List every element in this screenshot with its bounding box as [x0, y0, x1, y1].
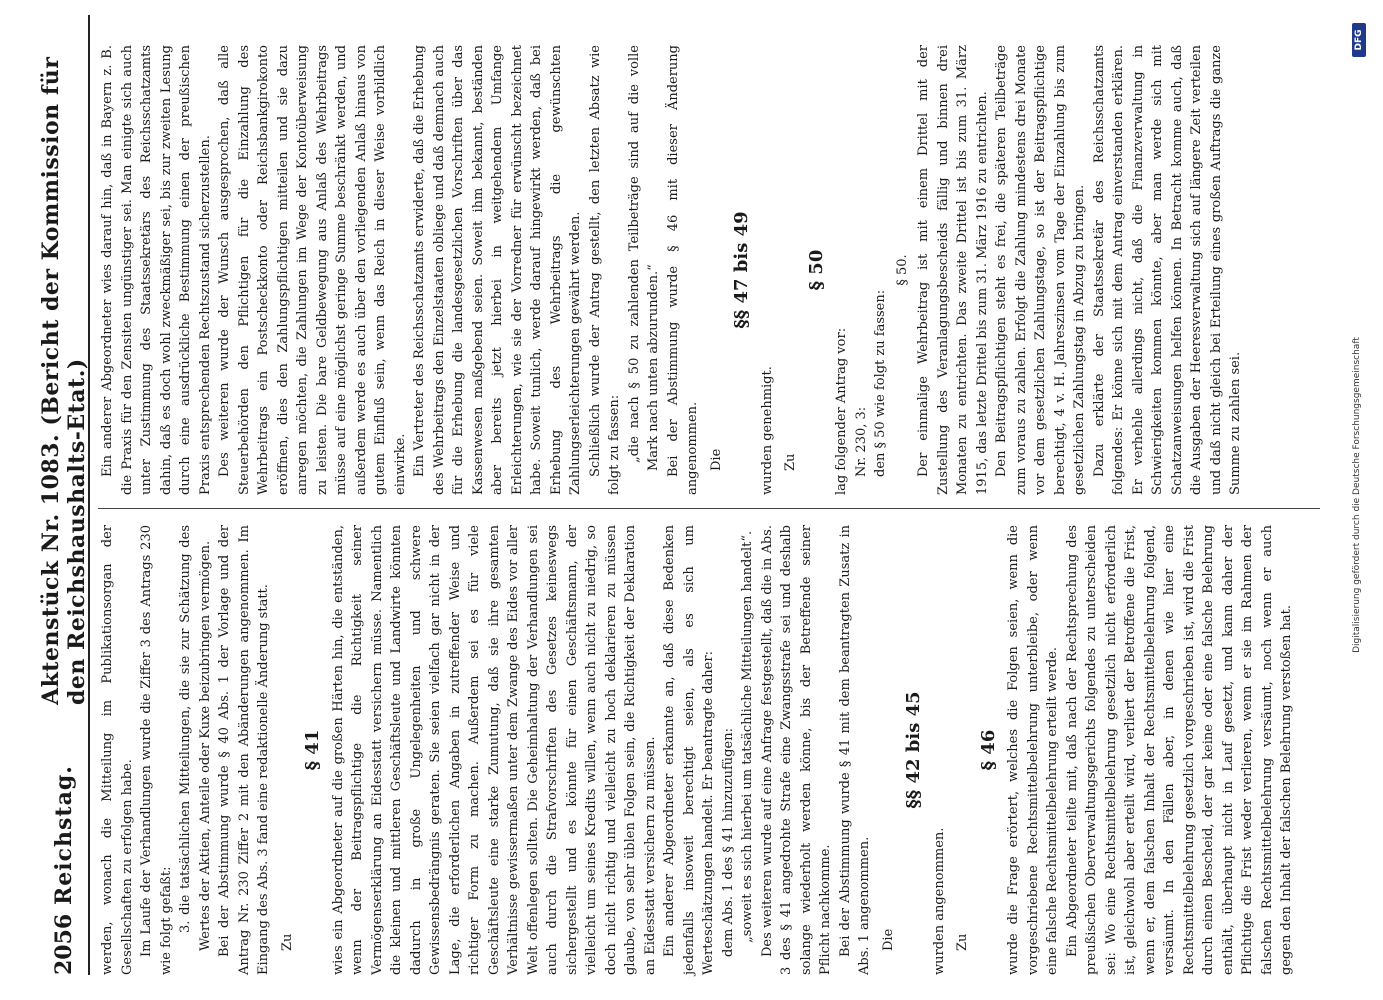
list-item: 3. die tatsächlichen Mitteilungen, die sie zur Schätzung des Wertes der Aktien, Anteile oder Kuxe beizubringen vermögen.: [178, 525, 213, 951]
paragraph: Ein Abgeordneter teilte mit, daß nach der Rechtsprechung des preußischen Oberverwaltungsgerichts folgendes zu unterscheiden sei: Wo eine Rechtsmittelbelehrung gesetzlich nicht erforderlich ist, gleichwohl aber erteilt wird, verliert der Betroffene die Frist, wenn er, dem falschen Inhalt der Rechtsmittelbelehrung folgend, versäumt. In den Fällen aber, in denen wie hier eine Rechtsmittelbelehrung gesetzlich vorgeschrieben ist, wird die Frist durch einen Bescheid, der gar keine oder eine falsche Belehrung enthält, überhaupt nicht in Lauf gesetzt, und kann daher der Pflichtige die Frist weder verlieren, wenn er sie im Rahmen der falschen Rechtsmittelbelehrung versäumt, noch wenn er auch gegen den Inhalt der falschen Belehrung verstoßen hat.: [1064, 525, 1294, 975]
paragraph: Bei der Abstimmung wurde § 46 mit dieser Änderung angenommen.: [665, 45, 700, 495]
section-heading-50-quoted: § 50.: [894, 254, 910, 286]
paragraph: Des weiteren wurde der Wunsch ausgesprochen, daß alle Steuerbehörden den Pflichtigen für die Einzahlung des Wehrbeitrags ein Postscheckkonto oder Reichsbankgirokonto eröffnen, dies den Zahlungspflichtigen mitteilen und sie dazu anregen möchten, die Zahlungen im Wege der Kontoüberweisung zu leisten. Die bare Geldbewegung aus Anlaß des Wehrbeitrags müsse auf eine möglichst geringe Summe beschränkt werden, und außerdem werde es auch über den vorliegenden Anlaß hinaus von gutem Einfluß sein, wenn das Reich in dieser Weise vorbildlich einwirke.: [217, 45, 408, 495]
zu-label: Zu: [279, 933, 295, 951]
dfg-logo: DFG: [1352, 23, 1366, 57]
section-heading-46: § 46: [977, 729, 999, 771]
paragraph: werden, wonach die Mitteilung im Publikationsorgan der Gesellschaften zu erfolgen habe.: [100, 525, 135, 975]
page-header: [40, 15, 90, 975]
paragraph: dem Abs. 1 des § 41 hinzuzufügen:: [720, 728, 736, 957]
paragraph: wurden genehmigt.: [759, 366, 775, 495]
paragraph: Im Laufe der Verhandlungen wurde die Ziffer 3 des Antrags 230 wie folgt gefaßt:: [139, 525, 174, 975]
die-label: Die: [880, 928, 896, 951]
zu-label: Zu: [955, 933, 970, 951]
paragraph: Den Beitragspflichtigen steht es frei, die späteren Teilbeträge zum voraus zu zahlen. Erfolgt die Zahlung mindestens drei Monate vor dem gesetzlichen Zahlungstage, so ist der Beitragspflichtige berechtigt, 4 v. H. Jahreszinsen vom Tage der Einzahlung bis zum gesetzlichen Zahlungstag in Abzug zu bringen.: [994, 45, 1087, 495]
column-divider: [98, 508, 1320, 509]
quoted-amendment: „soweit es sich hierbei um tatsächliche Mitteilungen handelt“.: [740, 530, 755, 943]
section-heading-41: § 41: [302, 729, 323, 771]
section-heading-47-49: §§ 47 bis 49: [731, 211, 752, 329]
section-heading-42-45: §§ 42 bis 45: [903, 691, 924, 809]
paragraph: wurde die Frage erörtert, welches die Folgen seien, wenn die vorgeschriebene Rechtsmittelbelehrung unterbleibe, oder wenn eine falsche Rechtsmittelbelehrung erteilt werde.: [1006, 525, 1060, 975]
paragraph: Schließlich wurde der Antrag gestellt, den letzten Absatz wie folgt zu fassen:: [587, 45, 622, 495]
page-number: 2056: [51, 913, 77, 975]
left-column: [98, 525, 1330, 975]
paragraph: Bei der Abstimmung wurde § 40 Abs. 1 der Vorlage und der Antrag Nr. 230 Ziffer 2 mit den Abänderungen angenommen. Im Eingang des Abs. 3 fand eine redaktionelle Änderung statt.: [217, 525, 271, 975]
paragraph: Des weiteren wurde auf eine Anfrage festgestellt, daß die in Abs. 3 des § 41 angedrohte Strafe eine Zwangsstrafe sei und deshalb solange wiederholt werden könne, bis der Betreffende seiner Pflicht nachkomme.: [759, 525, 833, 975]
rotated-document-page: [38, 15, 1364, 975]
right-column: [98, 45, 1330, 495]
paragraph: Ein Vertreter des Reichsschatzamts erwiderte, daß die Erhebung des Wehrbeitrags den Einzelstaaten obliege und daß demnach auch für die Erhebung die landesgesetzlichen Vorschriften über das Kassenwesen maßgebend seien. Soweit ihm bekannt, beständen aber bereits jetzt hierbei in weitgehendem Umfange Erleichterungen, wie sie der Vorredner für erwünscht bezeichnet habe. Soweit tunlich, werde darauf hingewirkt werden, daß bei Erhebung des Wehrbeitrags die gewünschten Zahlungserleichterungen gewährt werden.: [412, 45, 583, 495]
zu-label: Zu: [783, 453, 798, 471]
digitization-footer: Digitalisierung gefördert durch die Deutsche Forschungsgemeinschaft: [1352, 337, 1362, 653]
paragraph: den § 50 wie folgt zu fassen:: [873, 289, 888, 477]
paragraph: Ein anderer Abgeordneter erkannte an, daß diese Bedenken jedenfalls insoweit berechtigt seien, als es sich um Werteschätzungen handelt. Er beantragte daher:: [662, 525, 716, 975]
die-label: Die: [708, 448, 724, 471]
header-center-title: Aktenstück Nr. 1083. (Bericht der Kommission für den Reichshaushalts-Etat.): [38, 56, 90, 705]
paragraph: Ein anderer Abgeordneter wies darauf hin, daß in Bayern z. B. die Praxis für den Zensiten ungünstiger sei. Man einigte sich auch unter Zustimmung des Staatssekretärs des Reichsschatzamts dahin, daß es doch wohl zweckmäßiger sei, bis zur zweiten Lesung durch eine ausdrückliche Bestimmung einen der preußischen Praxis entsprechenden Rechtszustand sicherzustellen.: [100, 45, 213, 495]
paragraph: lag folgender Antrag vor:: [834, 327, 849, 495]
section-heading-50: § 50: [805, 249, 827, 291]
paragraph: wies ein Abgeordneter auf die großen Härten hin, die entständen, wenn der Beitragspflichtige die Richtigkeit seiner Vermögenserklärung an Eidesstatt versichern müsse. Namentlich die kleinen und mittleren Geschäftsleute und Landwirte könnten dadurch in große Ungelegenheiten und schwere Gewissensbedrängnis geraten. Sie seien vielfach gar nicht in der Lage, die erforderlichen Angaben in zutreffender Weise und richtiger Form zu machen. Außerdem sei es für viele Geschäftsleute eine starke Zumutung, daß sie ihre gesamten Verhältnisse gewissermaßen unter dem Zwange des Eides vor aller Welt offenlegen sollten. Die Geheimhaltung der Verhandlungen sei auch durch die Strafvorschriften des Gesetzes keineswegs sichergestellt und es könnte für einen Geschäftsmann, der vielleicht um seines Kredits willen, wenn auch nicht zu niedrig, so doch nicht richtig und vielleicht zu hoch deklarieren zu müssen glaube, von sehr üblen Folgen sein, die Richtigkeit der Deklaration an Eidesstatt versichern zu müssen.: [330, 525, 658, 975]
paragraph: Bei der Abstimmung wurde § 41 mit dem beantragten Zusatz in Abs. 1 angenommen.: [837, 525, 872, 975]
paragraph: wurden angenommen.: [931, 827, 947, 975]
paragraph: Der einmalige Wehrbeitrag ist mit einem Drittel mit der Zustellung des Veranlagungsbescheids fällig und binnen drei Monaten zu entrichten. Das zweite Drittel ist bis zum 31. März 1915, das letzte Drittel bis zum 31. März 1916 zu entrichten.: [916, 45, 990, 495]
header-left-title: Reichstag.: [51, 765, 77, 905]
paragraph: Dazu erklärte der Staatssekretär des Reichsschatzamts folgendes: Er könne sich mit dem Antrag einverstanden erklären. Er verhehle allerdings nicht, daß die Finanzverwaltung in Schwierigkeiten kommen könnte, aber man werde sich mit Schatzanweisungen helfen können. In Betracht komme auch, daß die Ausgaben der Heeresverwaltung sich auf längere Zeit verteilen und daß nicht gleich bei Erteilung eines großen Auftrags die ganze Summe zu zahlen sei.: [1091, 45, 1243, 495]
quoted-amendment: „die nach § 50 zu zahlenden Teilbeträge sind auf die volle Mark nach unten abzurunden.“: [626, 45, 661, 471]
paragraph: Nr. 230, 3:: [853, 406, 869, 477]
